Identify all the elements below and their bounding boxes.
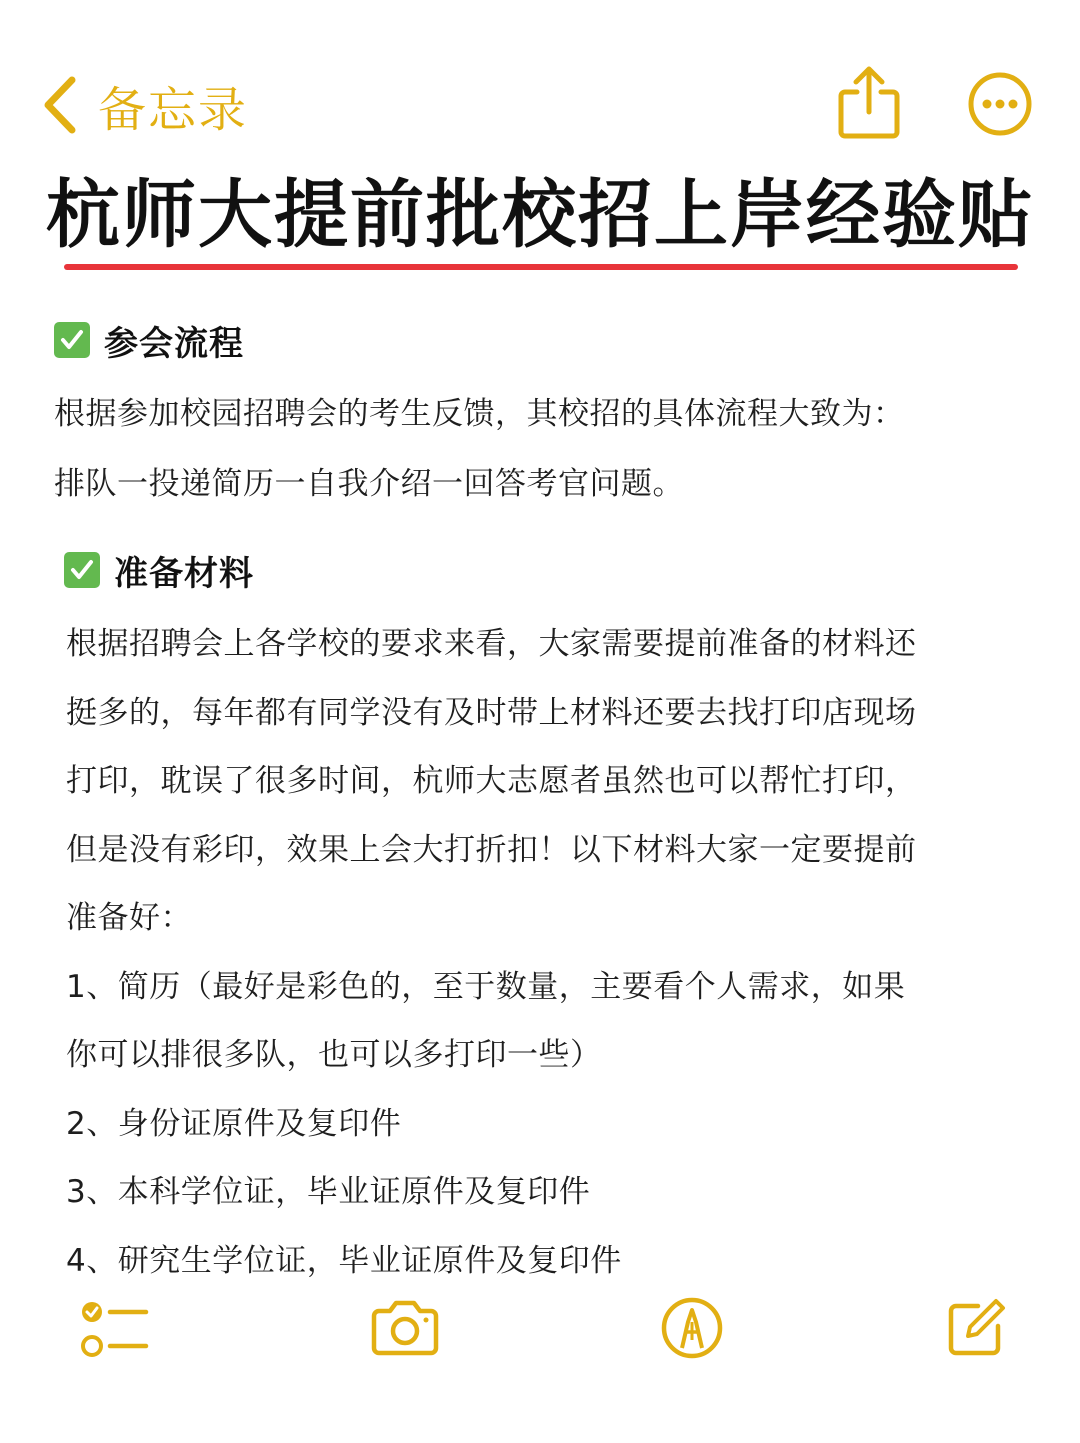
chevron-left-icon [40,76,80,134]
title-underline [64,264,1018,270]
compose-button[interactable] [944,1296,1008,1360]
markup-pen-icon [660,1296,724,1360]
top-nav-bar [0,60,1080,150]
list-item: 1、简历（最好是彩色的，至于数量，主要看个人需求，如果 [66,969,906,1005]
section-heading-materials [64,545,254,595]
checklist-icon [78,1298,150,1362]
ellipsis-circle-icon [966,70,1034,138]
note-title: 杭师大提前批校招上岸经验贴 [46,172,1034,258]
more-options-button[interactable] [966,70,1034,138]
checkmark-icon [64,552,100,588]
text-line: 根据招聘会上各学校的要求来看，大家需要提前准备的材料还 [66,626,917,662]
compose-icon [944,1296,1008,1360]
text-line: 但是没有彩印，效果上会大打折扣！以下材料大家一定要提前 [66,832,917,868]
back-button[interactable] [40,70,248,140]
text-line: 根据参加校园招聘会的考生反馈，其校招的具体流程大致为： [54,396,905,432]
markup-button[interactable] [660,1296,724,1360]
text-line: 打印，耽误了很多时间，杭师大志愿者虽然也可以帮忙打印， [66,763,917,799]
section-title: 准备材料 [114,553,254,594]
text-line: 挺多的，每年都有同学没有及时带上材料还要去找打印店现场 [66,695,917,731]
text-line: 准备好： [66,900,192,936]
back-button-label: 备忘录 [98,81,249,138]
bottom-toolbar [0,1290,1080,1380]
share-button[interactable] [836,64,902,140]
list-item: 2、身份证原件及复印件 [66,1106,402,1142]
share-icon [836,64,902,140]
list-item: 4、研究生学位证，毕业证原件及复印件 [66,1243,622,1279]
list-item-continued: 你可以排很多队，也可以多打印一些） [66,1037,602,1073]
checklist-button[interactable] [78,1298,150,1362]
list-item: 3、本科学位证，毕业证原件及复印件 [66,1174,591,1210]
text-line: 排队一投递简历一自我介绍一回答考官问题。 [54,466,684,502]
section-heading-process [54,315,244,365]
camera-icon [368,1298,442,1358]
section-title: 参会流程 [104,323,244,364]
checkmark-icon [54,322,90,358]
camera-button[interactable] [368,1298,442,1358]
